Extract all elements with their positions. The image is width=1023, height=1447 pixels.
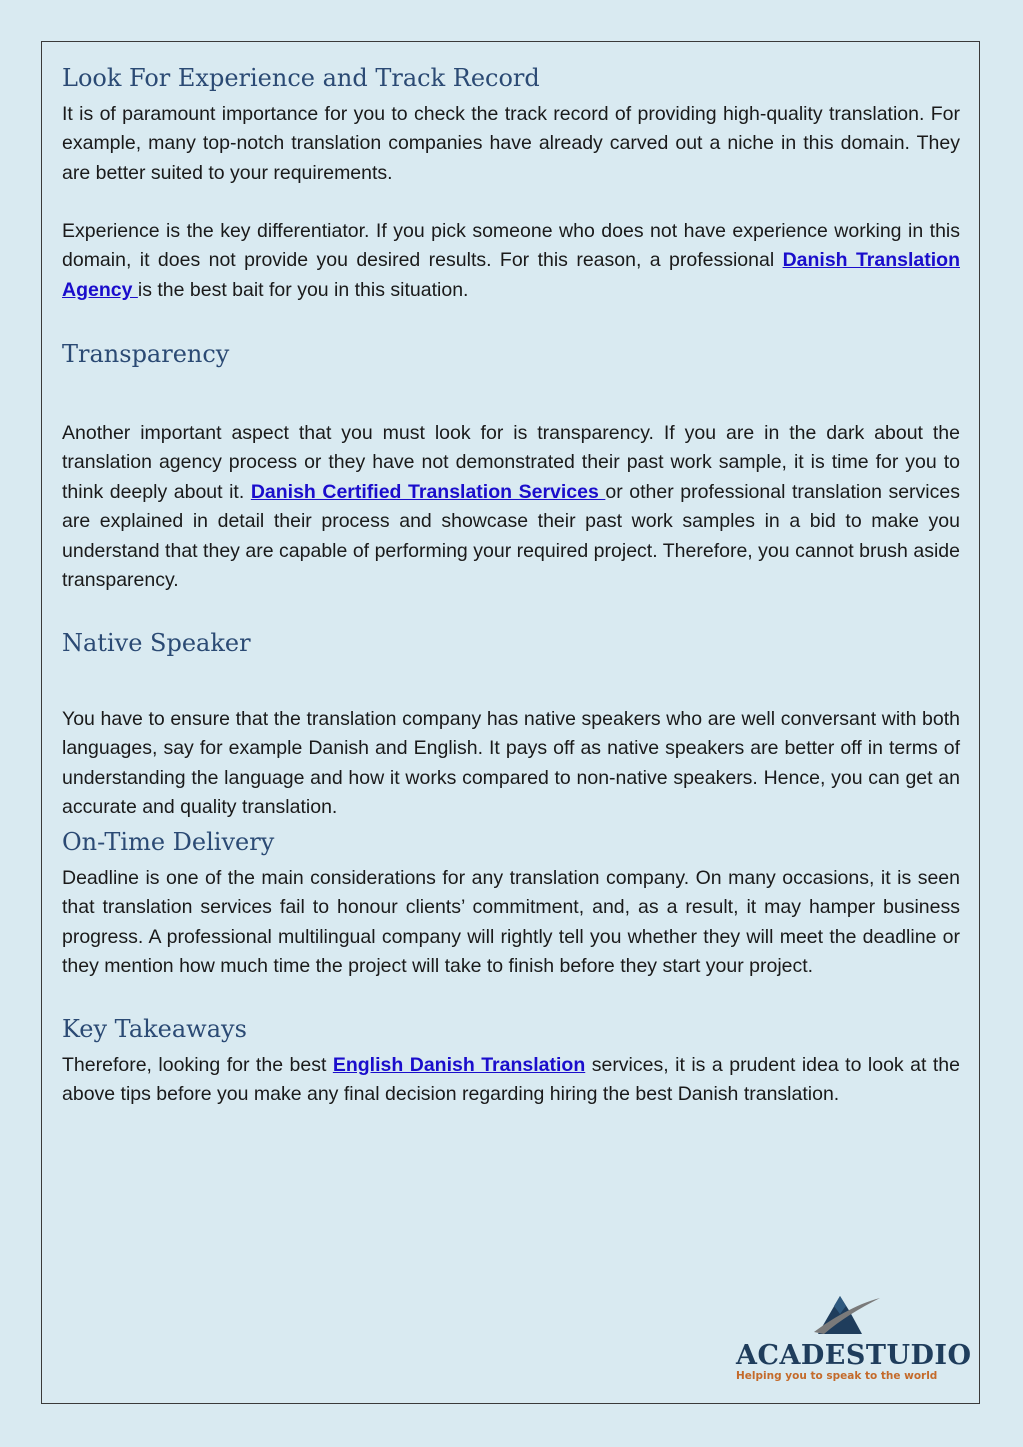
link-danish-certified-translation-services[interactable]: Danish Certified Translation Services (250, 480, 606, 503)
paragraph-native-speaker: You have to ensure that the translation company has native speakers who are well conversant with both languages, say for example Danish and English. It pays off as native speakers are better off in terms of understanding the language and how it works compared to non-native speakers. Hence, you can get an accurate and quality translation. (62, 708, 960, 819)
paragraph-experience: Experience is the key differentiator. If you pick someone who does not have experience working in this domain, it does not provide you desired results. For this reason, a professional Danish Translation Agency is the best bait for you in this situation. (62, 220, 960, 301)
paragraph-track-record: It is of paramount importance for you to check the track record of providing high-quality translation. For example, many top-notch translation companies have already carved out a niche in this domain. They are better suited to your requirements. (62, 103, 960, 184)
link-english-danish-translation[interactable]: English Danish Translation (332, 1054, 586, 1076)
heading-experience: Look For Experience and Track Record (62, 64, 540, 92)
heading-transparency: Transparency (62, 340, 230, 368)
paragraph-key-takeaways: Therefore, looking for the best English Danish Translation services, it is a prudent idea to look at the above tips before you make any final decision regarding hiring the best Danish translation. (62, 1054, 960, 1106)
logo-tagline: Helping you to speak to the world (736, 1370, 938, 1382)
heading-on-time-delivery: On-Time Delivery (62, 828, 275, 856)
paragraph-on-time-delivery: Deadline is one of the main considerations for any translation company. On many occasions, it is seen that translation services fail to honour clients’ commitment, and, as a result, it may hamper business progress. A professional multilingual company will rightly tell you whether they will meet the deadline or they mention how much time the project will take to finish before they start your project. (62, 867, 960, 978)
paragraph-transparency: Another important aspect that you must look for is transparency. If you are in the dark about the translation agency process or they have not demonstrated their past work sample, it is time for you to think deeply about it. Danish Certified Translation Services or other professional translation services are explained in detail their process and showcase their past work samples in a bid to make you understand that they are capable of performing your required project. Therefore, you cannot brush aside transparency. (62, 422, 960, 592)
logo-wordmark: ACADESTUDIO (736, 1340, 972, 1371)
acadestudio-logo (732, 1290, 972, 1385)
heading-key-takeaways: Key Takeaways (62, 1015, 247, 1043)
heading-native-speaker: Native Speaker (62, 629, 251, 657)
mountain-swoosh-icon (810, 1290, 882, 1338)
link-danish-translation-agency[interactable]: Danish Translation Agency (62, 249, 960, 301)
